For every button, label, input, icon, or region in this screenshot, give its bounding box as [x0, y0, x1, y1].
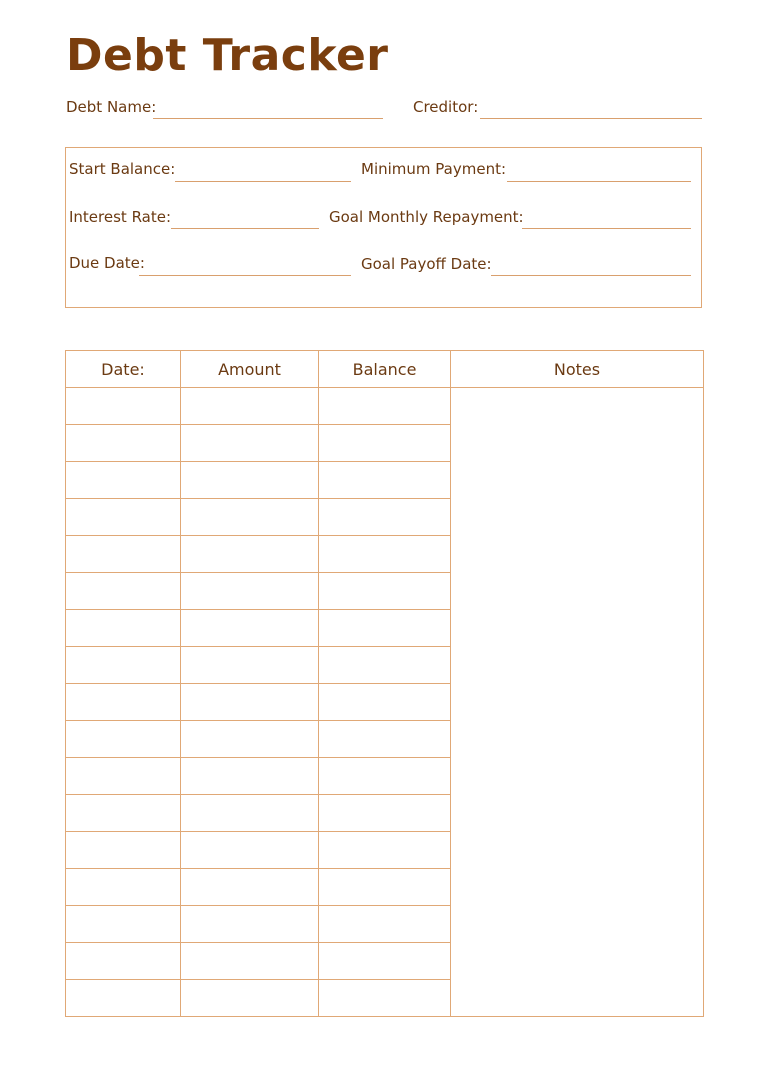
amount-cell[interactable] — [181, 499, 319, 536]
table-row — [66, 388, 704, 425]
balance-cell[interactable] — [319, 536, 451, 573]
balance-cell[interactable] — [319, 610, 451, 647]
amount-cell[interactable] — [181, 721, 319, 758]
date-cell[interactable] — [66, 943, 181, 980]
balance-column-header: Balance — [319, 351, 451, 388]
goal-monthly-repayment-field[interactable] — [522, 228, 691, 229]
amount-cell[interactable] — [181, 610, 319, 647]
balance-cell[interactable] — [319, 684, 451, 721]
amount-cell[interactable] — [181, 869, 319, 906]
debt-name-field[interactable] — [153, 118, 383, 119]
goal-monthly-repayment-label: Goal Monthly Repayment: — [329, 208, 524, 226]
balance-cell[interactable] — [319, 906, 451, 943]
creditor-field[interactable] — [480, 118, 702, 119]
amount-cell[interactable] — [181, 647, 319, 684]
due-date-field[interactable] — [139, 275, 351, 276]
due-date-label: Due Date: — [69, 254, 145, 272]
balance-cell[interactable] — [319, 721, 451, 758]
start-balance-label: Start Balance: — [69, 160, 176, 178]
table-header-row — [66, 351, 704, 388]
balance-cell[interactable] — [319, 869, 451, 906]
balance-cell[interactable] — [319, 980, 451, 1017]
date-cell[interactable] — [66, 388, 181, 425]
date-cell[interactable] — [66, 462, 181, 499]
start-balance-field[interactable] — [175, 181, 351, 182]
amount-cell[interactable] — [181, 684, 319, 721]
debt-name-label: Debt Name: — [66, 98, 157, 116]
date-cell[interactable] — [66, 980, 181, 1017]
page-title: Debt Tracker — [66, 30, 389, 81]
date-cell[interactable] — [66, 647, 181, 684]
amount-column-header: Amount — [181, 351, 319, 388]
balance-cell[interactable] — [319, 795, 451, 832]
notes-column-header: Notes — [451, 351, 704, 388]
amount-cell[interactable] — [181, 758, 319, 795]
date-cell[interactable] — [66, 832, 181, 869]
amount-cell[interactable] — [181, 425, 319, 462]
amount-cell[interactable] — [181, 906, 319, 943]
date-cell[interactable] — [66, 758, 181, 795]
amount-cell[interactable] — [181, 536, 319, 573]
amount-cell[interactable] — [181, 462, 319, 499]
amount-cell[interactable] — [181, 573, 319, 610]
balance-cell[interactable] — [319, 425, 451, 462]
date-cell[interactable] — [66, 906, 181, 943]
date-cell[interactable] — [66, 610, 181, 647]
date-cell[interactable] — [66, 573, 181, 610]
notes-area[interactable] — [451, 388, 704, 1017]
date-cell[interactable] — [66, 795, 181, 832]
payment-table — [65, 350, 704, 1017]
date-cell[interactable] — [66, 499, 181, 536]
amount-cell[interactable] — [181, 980, 319, 1017]
interest-rate-label: Interest Rate: — [69, 208, 172, 226]
date-cell[interactable] — [66, 536, 181, 573]
amount-cell[interactable] — [181, 388, 319, 425]
balance-cell[interactable] — [319, 943, 451, 980]
date-cell[interactable] — [66, 425, 181, 462]
goal-payoff-date-label: Goal Payoff Date: — [361, 255, 492, 273]
date-cell[interactable] — [66, 869, 181, 906]
amount-cell[interactable] — [181, 943, 319, 980]
balance-cell[interactable] — [319, 647, 451, 684]
date-column-header: Date: — [66, 351, 181, 388]
balance-cell[interactable] — [319, 832, 451, 869]
amount-cell[interactable] — [181, 832, 319, 869]
interest-rate-field[interactable] — [171, 228, 319, 229]
goal-payoff-date-field[interactable] — [491, 275, 691, 276]
minimum-payment-label: Minimum Payment: — [361, 160, 507, 178]
date-cell[interactable] — [66, 721, 181, 758]
date-cell[interactable] — [66, 684, 181, 721]
minimum-payment-field[interactable] — [507, 181, 691, 182]
creditor-label: Creditor: — [413, 98, 479, 116]
balance-cell[interactable] — [319, 462, 451, 499]
balance-cell[interactable] — [319, 573, 451, 610]
balance-cell[interactable] — [319, 499, 451, 536]
balance-cell[interactable] — [319, 388, 451, 425]
balance-cell[interactable] — [319, 758, 451, 795]
amount-cell[interactable] — [181, 795, 319, 832]
